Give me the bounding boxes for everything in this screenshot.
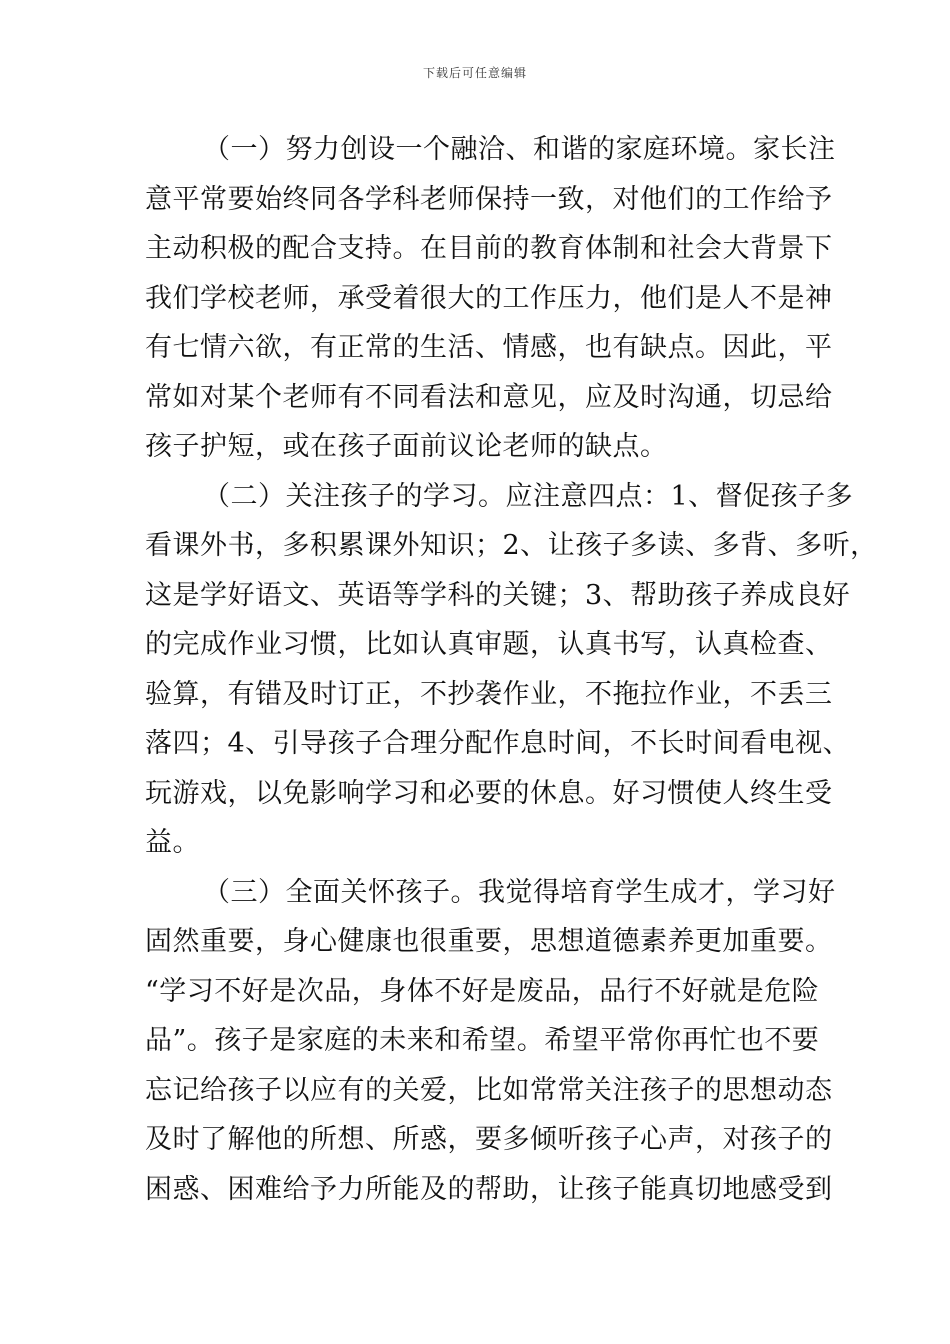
paragraph-2 bbox=[145, 477, 878, 873]
page-header-note: 下载后可任意编辑 bbox=[422, 66, 527, 80]
paragraph-3 bbox=[145, 873, 836, 1220]
text-line: 玩游戏，以免影响学习和必要的休息。好习惯使人终生受 bbox=[145, 777, 833, 809]
text-line: 落四；4、引导孩子合理分配作息时间，不长时间看电视、 bbox=[145, 728, 851, 759]
text-line: “学习不好是次品，身体不好是废品，品行不好就是危险 bbox=[145, 975, 820, 1007]
text-line: 固然重要，身心健康也很重要，思想道德素养更加重要。 bbox=[145, 926, 833, 957]
paragraph-1 bbox=[145, 130, 836, 477]
text-line: 看课外书，多积累课外知识；2、让孩子多读、多背、多听， bbox=[145, 530, 878, 561]
text-line: （三）全面关怀孩子。我觉得培育学生成才，学习好 bbox=[203, 876, 836, 908]
text-line: 常如对某个老师有不同看法和意见，应及时沟通，切忌给 bbox=[145, 381, 833, 413]
text-line: 困惑、困难给予力所能及的帮助，让孩子能真切地感受到 bbox=[145, 1173, 833, 1205]
text-line: 孩子护短，或在孩子面前议论老师的缺点。 bbox=[145, 431, 668, 462]
text-line: 我们学校老师，承受着很大的工作压力，他们是人不是神 bbox=[145, 282, 833, 314]
text-line: 主动积极的配合支持。在目前的教育体制和社会大背景下 bbox=[145, 233, 833, 264]
text-line: 品”。孩子是家庭的未来和希望。希望平常你再忙也不要 bbox=[145, 1025, 820, 1056]
text-line: 意平常要始终同各学科老师保持一致，对他们的工作给予 bbox=[145, 183, 833, 215]
text-line: 忘记给孩子以应有的关爱，比如常常关注孩子的思想动态 bbox=[145, 1074, 833, 1106]
text-line: 及时了解他的所想、所惑，要多倾听孩子心声，对孩子的 bbox=[145, 1124, 833, 1155]
text-line: 益。 bbox=[145, 827, 200, 858]
text-line: 的完成作业习惯，比如认真审题，认真书写，认真检查、 bbox=[145, 629, 833, 660]
document-body bbox=[145, 130, 878, 1219]
text-line: 有七情六欲，有正常的生活、情感，也有缺点。因此，平 bbox=[145, 332, 833, 363]
text-line: 验算，有错及时订正，不抄袭作业，不拖拉作业，不丢三 bbox=[145, 678, 833, 710]
text-line: （二）关注孩子的学习。应注意四点：1、督促孩子多 bbox=[203, 480, 854, 512]
text-line: （一）努力创设一个融洽、和谐的家庭环境。家长注 bbox=[203, 134, 836, 165]
text-line: 这是学好语文、英语等学科的关键；3、帮助孩子养成良好 bbox=[145, 579, 851, 611]
